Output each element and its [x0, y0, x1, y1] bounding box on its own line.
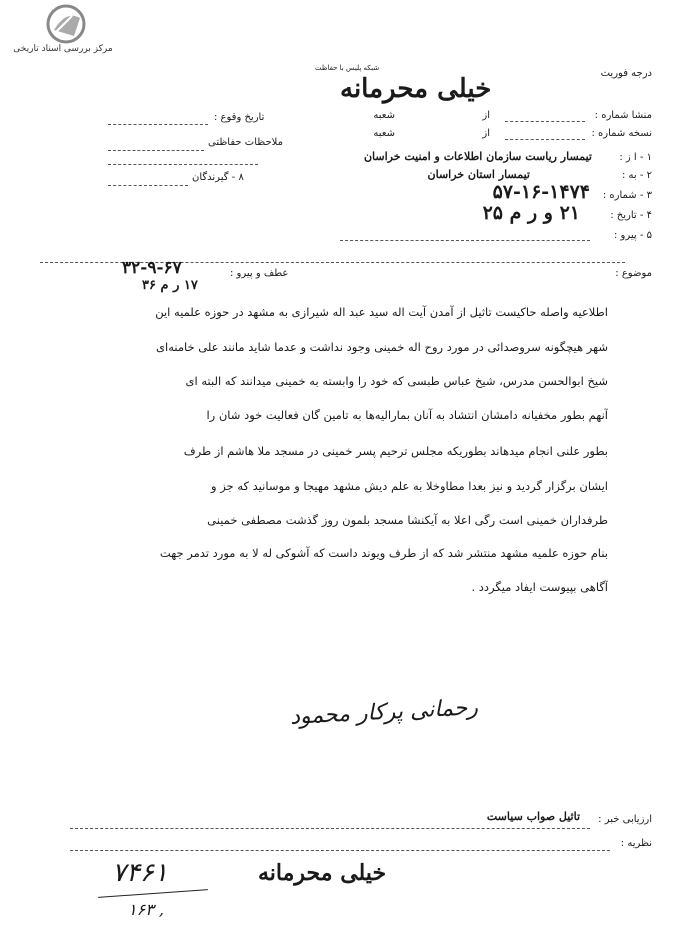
classification-stamp: خیلی محرمانه — [340, 74, 492, 104]
news-evaluation-value: تاثیل صواب سیاست — [486, 810, 580, 823]
archive-watermark-text: مرکز بررسی اسناد تاریخی — [13, 44, 113, 54]
origin-branch-label: شعبه — [373, 110, 395, 121]
routing-from-value: تیمسار ریاست سازمان اطلاعات و امنیت خراسان — [363, 150, 592, 163]
routing-from-label: ۱ - ا ز : — [619, 152, 652, 163]
body-line: آنهم بطور مخفیانه دامشان انتشاد به آنان بمارالیه‌ها به تامین گان فعالیت خود شان را — [206, 408, 608, 422]
body-line: آگاهی بپیوست ایفاد میگردد . — [471, 580, 608, 594]
copy-number-label: نسخه شماره : — [591, 128, 652, 139]
reference-number: ۳۲-۹-۶۷ — [122, 258, 182, 278]
reference-label: عطف و پیرو : — [230, 268, 289, 279]
news-evaluation-label: ارزیابی خبر : — [598, 814, 652, 825]
date-received-line — [108, 124, 208, 125]
evaluation-line — [70, 828, 590, 829]
routing-to-label: ۲ - به : — [621, 170, 652, 181]
origin-number-label: منشا شماره : — [594, 110, 652, 121]
protective-notes-label: ملاحظات حفاظتی — [208, 137, 283, 148]
reference-date: ۱۷ ر م ۳۶ — [142, 278, 198, 293]
origin-from-label: از — [482, 110, 490, 121]
origin-number-line — [505, 121, 585, 122]
subject-label: موضوع : — [615, 268, 652, 279]
handwritten-underline — [98, 889, 208, 898]
protective-notes-line — [108, 150, 204, 151]
routing-to-value: تیمسار استان خراسان — [427, 168, 530, 181]
copy-number-line — [505, 139, 585, 140]
top-note: شبکه پلیس با حفاظت — [315, 64, 380, 72]
classification-stamp-footer: خیلی محرمانه — [258, 860, 387, 886]
recipients-label: ۸ - گیرندگان — [192, 172, 244, 183]
book-emblem-icon — [14, 2, 114, 46]
handwritten-signature: رحمانی پرکار محمود — [289, 695, 479, 730]
divider-line — [108, 164, 258, 165]
body-line: شیخ ابوالحسن مدرس، شیخ عباس طبسی که خود را وابسته به خمینی میدانند که البته ای — [185, 374, 608, 388]
routing-date-value: ۲۱ و ر م ۲۵ — [482, 202, 580, 224]
routing-reference-label: ۵ - پیرو : — [613, 230, 652, 241]
routing-date-label: ۴ - تاریخ : — [610, 210, 652, 221]
body-line: بطور علنی انجام میدهاند بطوریکه مجلس ترحیم پسر خمینی در مسجد ملا هاشم از طرف — [183, 444, 608, 458]
urgency-grade-label: درجه فوریت — [600, 68, 652, 79]
routing-number-value: ۵۷-۱۶-۱۴۷۴ — [492, 181, 590, 203]
view-label: نظریه : — [620, 838, 652, 849]
body-line: طرفداران خمینی است رگی اعلا به آیکنشا مسجد بلمون روز گذشت مصطفی خمینی — [207, 513, 608, 527]
routing-number-label: ۳ - شماره : — [602, 190, 652, 201]
handwritten-file-number: ۷۴۶۱ — [112, 858, 168, 888]
body-line: بنام حوزه علمیه مشهد منتشر شد که از طرف ویوند داست که آشوکی له لا به مورد تدمر جهت — [159, 546, 608, 560]
view-line — [70, 850, 610, 851]
copy-branch-label: شعبه — [373, 128, 395, 139]
routing-reference-line — [340, 240, 590, 241]
recipients-line — [108, 185, 188, 186]
body-line: شهر هیچگونه سروصدائی در مورد روح اله خمینی وجود نداشت و عدما شاید مانند علی خامنه‌ای — [156, 340, 608, 354]
body-line: ایشان برگزار گردید و نیز بعدا مطاوخلا به علم دیش مشهد مهیجا و موسانید که جز و — [211, 479, 608, 493]
handwritten-sub-number: ۱۶۳ , — [128, 900, 164, 919]
date-received-label: تاریخ وقوع : — [214, 112, 265, 123]
copy-from-label: از — [482, 128, 490, 139]
body-line: اطلاعیه واصله حاکیست تاثیل از آمدن آیت اله سید عبد اله شیرازی به مشهد در حوزه علمیه این — [155, 305, 608, 319]
